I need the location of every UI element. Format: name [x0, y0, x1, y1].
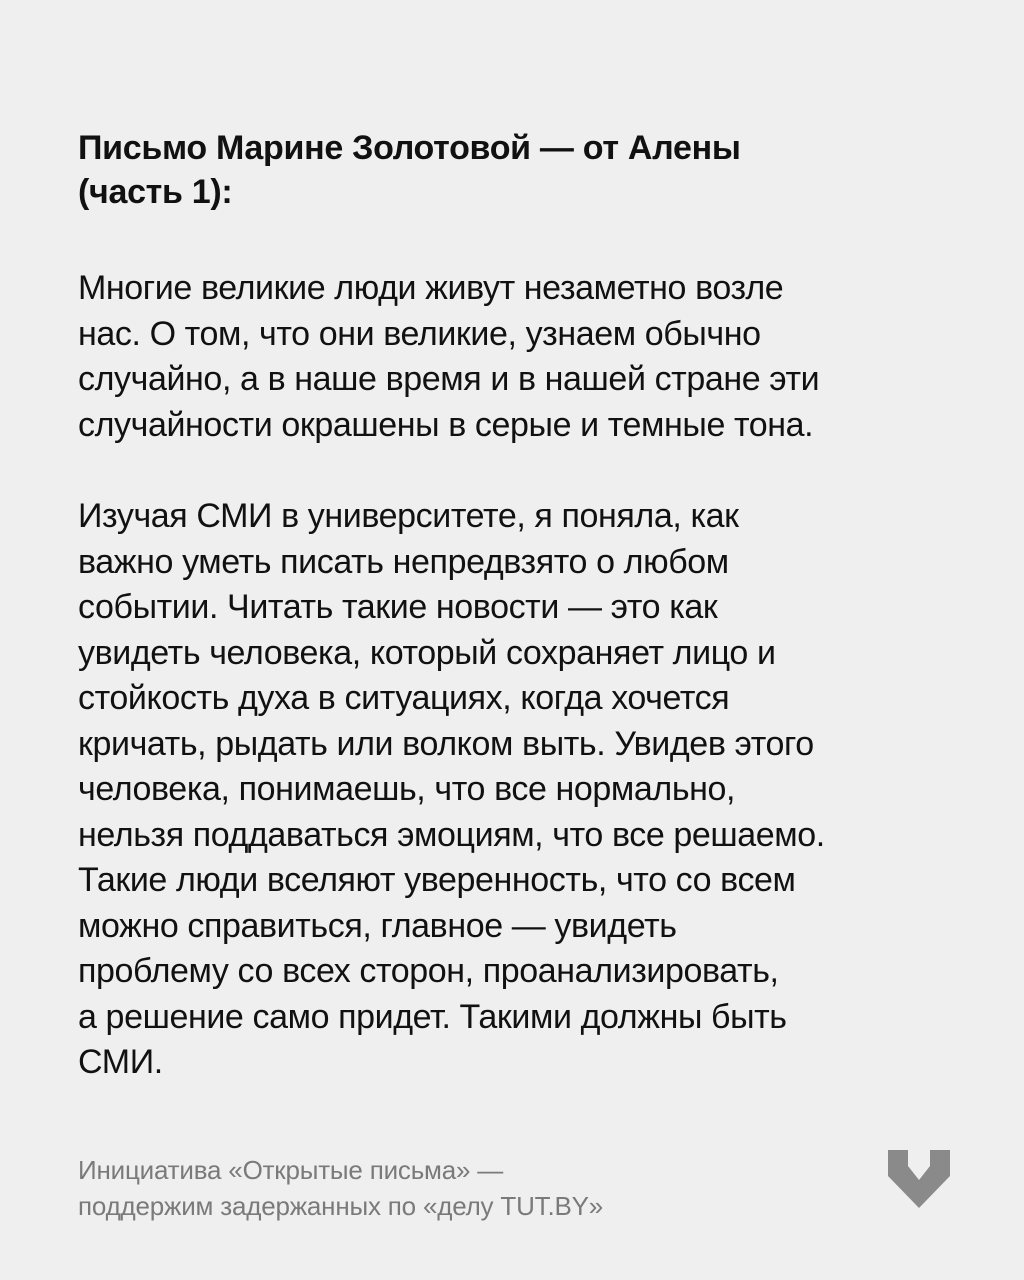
paragraph-line: нас. О том, что они великие, узнаем обычно — [78, 314, 761, 353]
paragraph-line: Многие великие люди живут незаметно возле — [78, 269, 784, 307]
paragraph-line: кричать, рыдать или волком выть. Увидев этого — [78, 724, 814, 763]
paragraph-line: человека, понимаешь, что все нормально, — [78, 770, 736, 808]
paragraph-line: а решение само придет. Такими должны быть — [78, 997, 787, 1036]
paragraph-line: Изучая СМИ в университете, я поняла, как — [78, 497, 739, 535]
paragraph-line: случайно, а в наше время и в нашей стране эти — [78, 360, 820, 398]
paragraph-2 — [78, 494, 958, 1086]
tutby-v-logo-icon — [888, 1150, 950, 1208]
paragraph-line: увидеть человека, который сохраняет лицо и — [78, 633, 776, 672]
paragraph-line: важно уметь писать непредвзято о любом — [78, 542, 729, 581]
paragraph-line: случайности окрашены в серые и темные тона. — [78, 405, 814, 444]
title-line: (часть 1): — [78, 173, 233, 211]
title-line: Письмо Марине Золотовой — от Алены — [78, 129, 741, 167]
paragraph-line: событии. Читать такие новости — это как — [78, 588, 718, 626]
paragraph-line: стойкость духа в ситуациях, когда хочется — [78, 679, 730, 717]
letter-content — [78, 126, 958, 1132]
paragraph-line: Такие люди вселяют уверенность, что со всем — [78, 861, 796, 899]
footer-line: Инициатива «Открытые письма» — — [78, 1155, 504, 1185]
footer-line: поддержим задержанных по «делу TUT.BY» — [78, 1191, 604, 1221]
paragraph-1 — [78, 266, 958, 448]
paragraph-line: можно справиться, главное — увидеть — [78, 906, 677, 945]
paragraph-line: нельзя поддаваться эмоциям, что все решаемо. — [78, 815, 825, 854]
paragraph-line: СМИ. — [78, 1043, 163, 1081]
letter-title — [78, 126, 958, 214]
paragraph-line: проблему со всех сторон, проанализировать, — [78, 952, 779, 990]
initiative-footer — [78, 1152, 603, 1224]
